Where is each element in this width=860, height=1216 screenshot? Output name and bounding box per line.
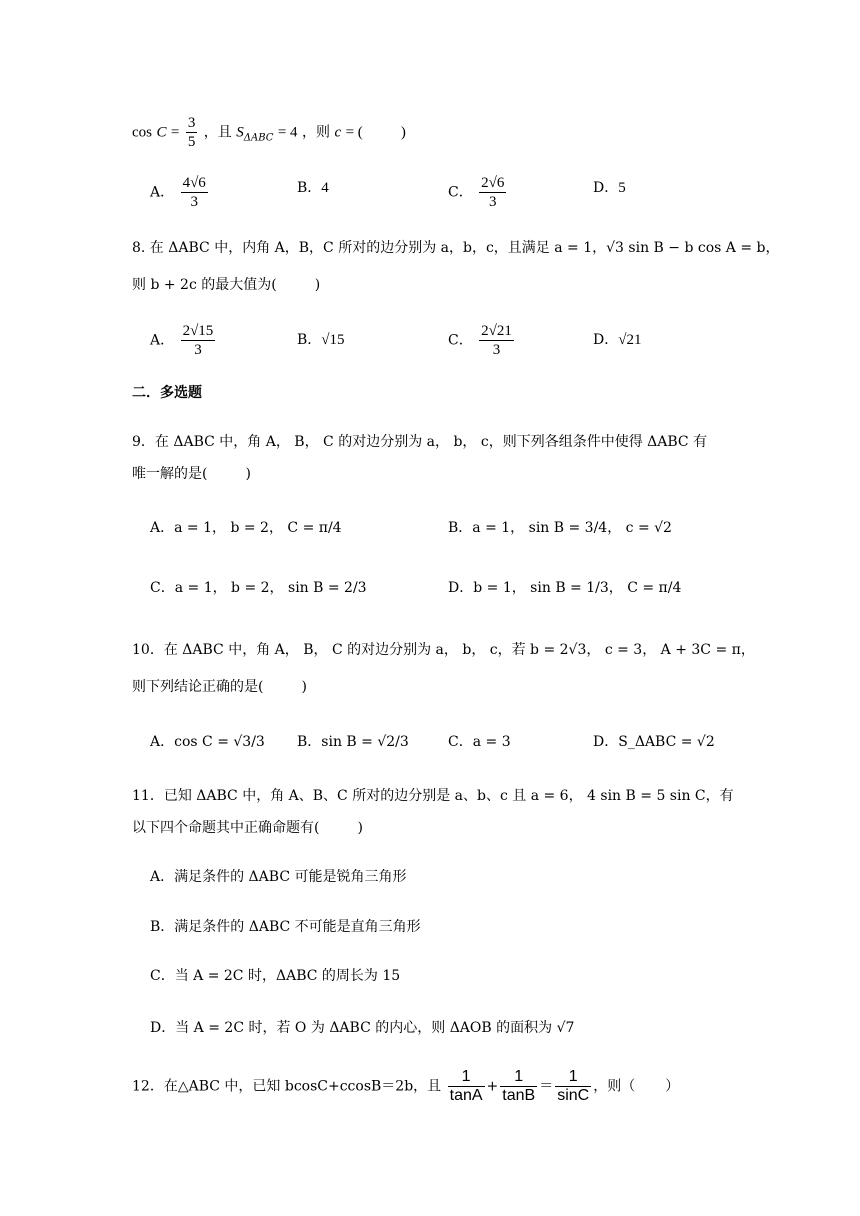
q11-option-d[interactable]: D．当 A = 2C 时，若 O 为 ΔABC 的内心，则 ΔAOB 的面积为 √7 xyxy=(150,1020,575,1036)
fraction: $\frac{2√21}{3}$ xyxy=(481,323,512,358)
q7-option-a[interactable]: A． $\frac{4√6}{3}$ xyxy=(150,175,206,210)
q10-stem-line2: 则下列结论正确的是( ) xyxy=(132,679,307,695)
q10-option-a[interactable]: A．cos C = √3/3 xyxy=(150,734,265,750)
fraction: $\frac{2√6}{3}$ xyxy=(481,175,505,210)
q11-option-b[interactable]: B．满足条件的 ΔABC 不可能是直角三角形 xyxy=(150,919,421,935)
q9-option-d[interactable]: D．b = 1， sin B = 1/3， C = π/4 xyxy=(448,580,682,596)
q7-option-d[interactable]: D．5 xyxy=(593,180,626,196)
q9-stem-line2: 唯一解的是( ) xyxy=(132,466,251,482)
fraction-1-sinC: $\frac{1}{\sin C}$ xyxy=(557,1068,590,1104)
q9-option-a[interactable]: A．a = 1， b = 2， C = π/4 xyxy=(150,520,342,536)
fraction-1-tanA: $\frac{1}{\tan A}$ xyxy=(449,1068,483,1104)
ze-text: ，则 xyxy=(302,124,331,141)
q9-stem-line1: 9．在 ΔABC 中，角 A， B， C 的对边分别为 a， b， c，则下列各组条件中使得 ΔABC 有 xyxy=(132,434,708,450)
fraction: $\frac{4√6}{3}$ xyxy=(182,175,206,210)
qie-text: ，且 xyxy=(203,124,232,141)
q7-option-c[interactable]: C． $\frac{2√6}{3}$ xyxy=(448,175,505,210)
q10-option-d[interactable]: D．S_ΔABC = √2 xyxy=(593,734,715,750)
var-C: C xyxy=(156,124,167,141)
q10-stem-line1: 10．在 ΔABC 中，角 A， B， C 的对边分别为 a， b， c，若 b = 2√3， c = 3， A + 3C = π， xyxy=(132,642,755,658)
q8-option-b[interactable]: B．√15 xyxy=(297,332,345,348)
area-subscript: ΔABC xyxy=(243,132,274,144)
q10-option-c[interactable]: C．a = 3 xyxy=(448,734,511,750)
q8-option-a[interactable]: A． $\frac{2√15}{3}$ xyxy=(150,323,214,358)
q11-option-a[interactable]: A．满足条件的 ΔABC 可能是锐角三角形 xyxy=(150,869,407,885)
area-symbol: S xyxy=(236,124,244,141)
q8-stem-line2: 则 b + 2c 的最大值为( ) xyxy=(132,277,321,293)
q11-stem-line2: 以下四个命题其中正确命题有( ) xyxy=(132,820,363,836)
cos-fn: cos xyxy=(132,124,152,141)
q7-option-b[interactable]: B．4 xyxy=(297,180,329,196)
q8-stem-line1: 8. 在 ΔABC 中，内角 A，B，C 所对的边分别为 a，b，c，且满足 a = 1，√3 sin B − b cos A = b， xyxy=(132,240,780,256)
q7-condition-line: cos C = $\frac{3}{5}$ ，且 $S_{\Delta ABC} = 4$ ，则 c = ( ) xyxy=(132,115,406,150)
fraction-3-5: $\frac{3}{5}$ xyxy=(187,115,196,150)
q8-option-c[interactable]: C． $\frac{2√21}{3}$ xyxy=(448,323,512,358)
section-heading: 二．多选题 xyxy=(132,385,202,401)
q11-stem-line1: 11．已知 ΔABC 中，角 A、B、C 所对的边分别是 a、b、c 且 a = 6， 4 sin B = 5 sin C，有 xyxy=(132,788,734,804)
var-c: c xyxy=(334,124,342,141)
q10-option-b[interactable]: B．sin B = √2/3 xyxy=(297,734,409,750)
fraction-1-tanB: $\frac{1}{\tan B}$ xyxy=(502,1068,536,1104)
q12-stem: 12．在△ABC 中，已知 bcosC+ccosB＝2b，且 $\frac{1}{\tan A}$ + $\frac{1}{\tan B}$ ＝ $\frac{1}{\sin C}$ ，则（ ） xyxy=(132,1068,680,1104)
q9-option-c[interactable]: C．a = 1， b = 2， sin B = 2/3 xyxy=(150,580,367,596)
q8-option-d[interactable]: D．√21 xyxy=(593,332,642,348)
q11-option-c[interactable]: C．当 A = 2C 时，ΔABC 的周长为 15 xyxy=(150,968,401,984)
fraction: $\frac{2√15}{3}$ xyxy=(182,323,214,358)
q9-option-b[interactable]: B．a = 1， sin B = 3/4， c = √2 xyxy=(448,520,672,536)
area-value: = 4 xyxy=(277,124,298,141)
